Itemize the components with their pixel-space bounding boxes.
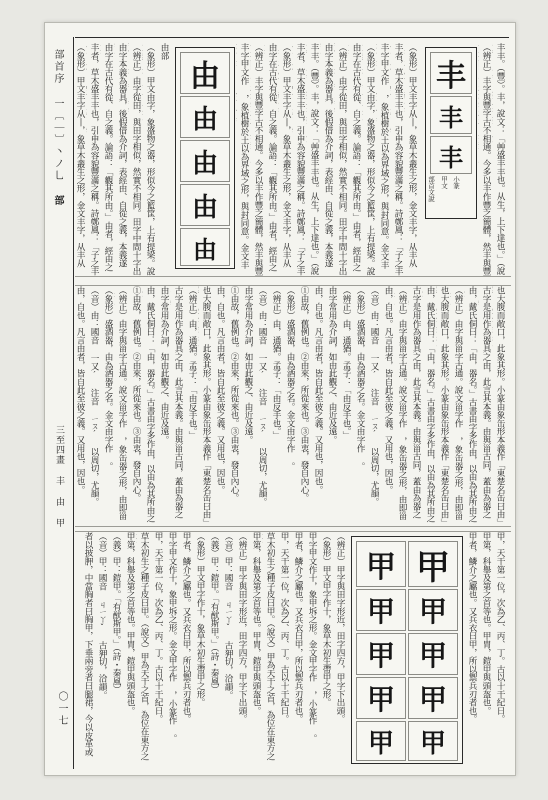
text-column: （象形）甲文由字，象盛物之器，形似今之籃筐，上有提梁。說 (145, 43, 155, 276)
glyph-feng-seal: 丰 (430, 96, 472, 134)
glyph-you-oracle: 由 (180, 96, 230, 138)
text-column: 古字是用作為器具之由，此言其本義。由與甾古同，蓋由為器之 (411, 286, 421, 519)
text-column: ①由故，舊例也。②由來，所從來也。③由衷，發自內心。 (299, 286, 309, 502)
text-column: 由，戴氏侗曰：「由，器名。」古書由字多作由，以由為其所由之 (145, 286, 155, 523)
glyph-box-jia (351, 536, 463, 764)
entry-block-1 (75, 43, 511, 277)
text-column: 草木初生之種子皮曰甲。（說文）甲為天干之首，為位在東方之 (139, 532, 149, 761)
glyph-box-you (175, 47, 235, 269)
text-column: 古字是用作為器具之由，此言其本義。由與甾古同，蓋由為器之 (173, 286, 183, 519)
text-column: （辨正）由，通猶。孟子：「由反手也。」 (341, 286, 351, 440)
text-column: （音）由：國音 一又ˊ 注音 ㄧㄡˊ 以周切，尤韻。 (257, 286, 267, 506)
text-column: （象形）盛酒器，由為酒器之名。金文由字作 。 (355, 286, 365, 471)
text-column: （辨正）由字與甾字古通。說文甾字作 ，象缶器之形，由即甾 (397, 286, 407, 520)
text-column: 丰丰。（豐）。丰，說文：「艸盛丰丰也。从生，上下達也。」（說 (309, 43, 319, 275)
text-column: （辨正）由字與甾字古通。說文甾字作 ，象缶器之形，由即甾 (117, 286, 127, 520)
glyph-jia-primary: 甲 (408, 541, 458, 587)
text-column: （音）由：國音 一又ˊ 注音 ㄧㄡˊ 以周切，尤韻。 (89, 286, 99, 506)
text-column: 由字本義為器具，後假借為介詞，表經由、自從之義，本義遂 (323, 43, 333, 268)
text-column: 丰字甲文作 ，象植樹於土以為界域之形，與封同意。金文丰 (239, 43, 249, 269)
text-column: 也大腹而敞口，此象其形。小篆由象缶形本義作「東楚名缶曰由」 (201, 286, 211, 523)
glyph-label: 小篆 (452, 176, 460, 189)
entry-block-3 (75, 531, 511, 770)
text-column: 由字在古代有從、自之義。論語：「觀其所由。」由者，經由之 (267, 43, 277, 272)
text-column: 草木初生之種子皮曰甲。（說文）甲為天干之首，為位在東方之 (265, 532, 275, 761)
glyph-jia-stele: 甲 (356, 589, 406, 631)
glyph-you-seal: 由 (180, 140, 230, 182)
text-column: 甲，天干第一位，次為乙、丙、丁。古以十干紀日。 (495, 532, 505, 723)
text-column: （辨正）由字與甾字古通。說文甾字作 ，象缶器之形，由即甾 (453, 286, 463, 520)
text-column: （辨正）丰字與豐字古不相通。今多以丰作豐之簡體，然丰與豐 (481, 43, 491, 276)
book-page (44, 22, 516, 776)
text-column: 古字是用作為器具之由，此言其本義。由與甾古同，蓋由為器之 (481, 286, 491, 519)
glyph-label: 甲文 (440, 176, 448, 189)
glyph-jia-oracle: 甲 (408, 589, 458, 631)
text-column: （象形）甲文丰字从丨，象草木叢生之形，金文丰字，从丰从 (281, 43, 291, 268)
text-column: 丰者，草木盛丰丰也，引申為容貌豐滿之稱。詩鄭風：「子之丰 (295, 43, 305, 276)
text-column: 由字常用為介詞，如由此觀之、由近及遠。 (327, 286, 337, 444)
text-column: （象形）甲文丰字从丨，象草木叢生之形，金文丰字，从丰从 (407, 43, 417, 268)
text-column: （辨正）由字從田，與田字相似，然實不相同。田字中間十字出 (337, 43, 347, 276)
edge-index: 三至四畫 丰 由 甲 (54, 425, 64, 528)
text-column: ①由故，舊例也。②由來，所從來也。③由衷，發自內心。 (131, 286, 141, 502)
text-column: （辨正）甲字與田字形近，田字四方，甲字下出頭。 (335, 532, 345, 723)
glyph-jia-pottery: 甲 (356, 541, 406, 587)
page-number: 〇一七 (56, 691, 67, 727)
text-column: （象形）甲文甲字作十，象草木初生帶甲之形。 (321, 532, 331, 707)
glyph-feng-clerical: 丰 (430, 136, 472, 174)
text-column: 由，自也。凡言由者，皆自此至彼之義。又用也，因也。 (313, 286, 323, 494)
text-column: 由，戴氏侗曰：「由，器名。」古書由字多作由，以由為其所由之 (425, 286, 435, 523)
text-column: （義）甲：鎧甲。「有猷斯甲。」（詩・秦風） (209, 532, 219, 694)
text-column: 由，自也。凡言由者，皆自此至彼之義。又用也，因也。 (215, 286, 225, 494)
text-column: 丰字甲文作 ，象植樹於土以為界域之形，與封同意。金文丰 (379, 43, 389, 269)
glyph-jia-cursive: 甲 (356, 633, 406, 675)
text-column: 丰者，草木盛丰丰也，引申為容貌豐滿之稱。詩鄭風：「子之丰 (89, 43, 99, 276)
text-column: （象形）盛酒器，由為酒器之名。金文由字作 。 (103, 286, 113, 471)
entry-block-2 (75, 285, 511, 527)
text-column: 由，自也。凡言由者，皆自此至彼之義。又用也，因也。 (75, 286, 85, 494)
glyph-jia-seal: 甲 (408, 677, 458, 719)
margin-rule (73, 37, 74, 769)
text-column: （音）甲：國音 ㄐㄧㄚˇ 古狎切，洽韻。 (223, 532, 233, 700)
glyph-box-feng (425, 47, 477, 219)
text-column: 甲，天干第一位，次為乙、丙、丁。古以十干紀日。 (279, 532, 289, 723)
text-column: 丰者，草木盛丰丰也，引申為容貌豐滿之稱。詩鄭風：「子之丰 (393, 43, 403, 276)
text-column: 由，戴氏侗曰：「由，器名。」古書由字多作由，以由為其所由之 (467, 286, 477, 523)
text-column: 由字本義為器具，後假借為介詞，表經由、自從之義，本義遂 (117, 43, 127, 268)
text-column: （音）甲：國音 ㄐㄧㄚˇ 古狎切，洽韻。 (97, 532, 107, 700)
text-column: 甲第，科舉及第之首等也。甲胄，鎧甲與頭盔也。 (481, 532, 491, 715)
text-column: 由字在古代有從、自之義。論語：「觀其所由。」由者，經由之 (351, 43, 361, 272)
text-column: （音）由：國音 一又ˊ 注音 ㄧㄡˊ 以周切，尤韻。 (369, 286, 379, 506)
text-column: ①由故，舊例也。②由來，所從來也。③由衷，發自內心。 (229, 286, 239, 502)
text-column: （辨正）由字從田，與田字相似，然實不相同。田字中間十字出 (131, 43, 141, 276)
text-column: （象形）甲文由字，象盛物之器，形似今之籃筐，上有提梁。說 (365, 43, 375, 276)
text-column: 由，自也。凡言由者，皆自此至彼之義。又用也，因也。 (383, 286, 393, 494)
glyph-you-cursive: 由 (180, 228, 230, 266)
text-column: 也大腹而敞口，此象其形。小篆由象缶形本義作「東楚名缶曰由」 (439, 286, 449, 523)
text-column: 甲字甲文作十，象甲坼之形。金文甲字作 ，小篆作 。 (307, 532, 317, 743)
running-head-part: 部 (52, 195, 63, 207)
text-column: 甲字甲文作十，象甲坼之形。金文甲字作 ，小篆作 。 (167, 532, 177, 743)
text-column: 甲者，鱗介之屬也。又兵衣曰甲，所以禦兵刃者也。 (467, 532, 477, 723)
text-column: 甲第，科舉及第之首等也。甲胄，鎧甲與頭盔也。 (251, 532, 261, 715)
text-column: （辨正）丰字與豐字古不相通。今多以丰作豐之簡體，然丰與豐 (253, 43, 263, 276)
text-column: （辨正）由，通猶。孟子：「由反手也。」 (187, 286, 197, 440)
text-column: 甲者，鱗介之屬也。又兵衣曰甲，所以禦兵刃者也。 (293, 532, 303, 723)
running-head-radicals: 一〔｜〕丶ノ乚 (52, 98, 63, 182)
glyph-jia-clerical: 甲 (408, 721, 458, 761)
text-column: 由字常用為介詞，如由此觀之、由近及遠。 (159, 286, 169, 444)
text-column: 甲第，科舉及第之首等也。甲胄，鎧甲與頭盔也。 (125, 532, 135, 715)
running-head (50, 49, 64, 207)
text-column: 甲者，鱗介之屬也。又兵衣曰甲，所以禦兵刃者也。 (181, 532, 191, 723)
text-column: 丰丰。（豐）。丰，說文：「艸盛丰丰也。从生，上下達也。」（說 (495, 43, 505, 275)
glyph-jia-regular: 甲 (356, 721, 406, 761)
text-column: （辨正）由，通猶。孟子：「由反手也。」 (271, 286, 281, 440)
text-column: （象形）甲文甲字作十，象草木初生帶甲之形。 (195, 532, 205, 707)
text-column: 由部 (159, 43, 169, 60)
glyph-feng-primary: 丰 (430, 52, 472, 94)
glyph-you-primary: 由 (180, 52, 230, 94)
glyph-you-clerical: 由 (180, 184, 230, 226)
text-column: 也大腹而敞口，此象其形。小篆由象缶形本義作「東楚名缶曰由」 (495, 286, 505, 523)
running-head-section: 部首序 (52, 49, 63, 85)
glyph-jia-bronze: 甲 (408, 633, 458, 675)
text-column: 由字在古代有從、自之義。論語：「觀其所由。」由者，經由之 (103, 43, 113, 272)
text-column: （象形）甲文丰字从丨，象草木叢生之形，金文丰字，从丰从 (75, 43, 85, 268)
text-column: （辨正）甲字與田字形近，田字四方，甲字下出頭。 (237, 532, 247, 723)
text-column: 由字常用為介詞，如由此觀之、由近及遠。 (243, 286, 253, 444)
text-column: （義）甲：鎧甲。「有猷斯甲。」（詩・秦風） (111, 532, 121, 694)
text-column: 者以披胛，中當胸者曰胸甲，下垂兩旁者曰腿裙，今以皮革或 (83, 532, 93, 757)
text-column: 甲，天干第一位，次為乙、丙、丁。古以十干紀日。 (153, 532, 163, 723)
glyph-jia-running: 甲 (356, 677, 406, 719)
header-rule (75, 37, 509, 38)
glyph-label: 部首文說 (427, 176, 435, 202)
text-column: （象形）盛酒器，由為酒器之名。金文由字作 。 (285, 286, 295, 471)
